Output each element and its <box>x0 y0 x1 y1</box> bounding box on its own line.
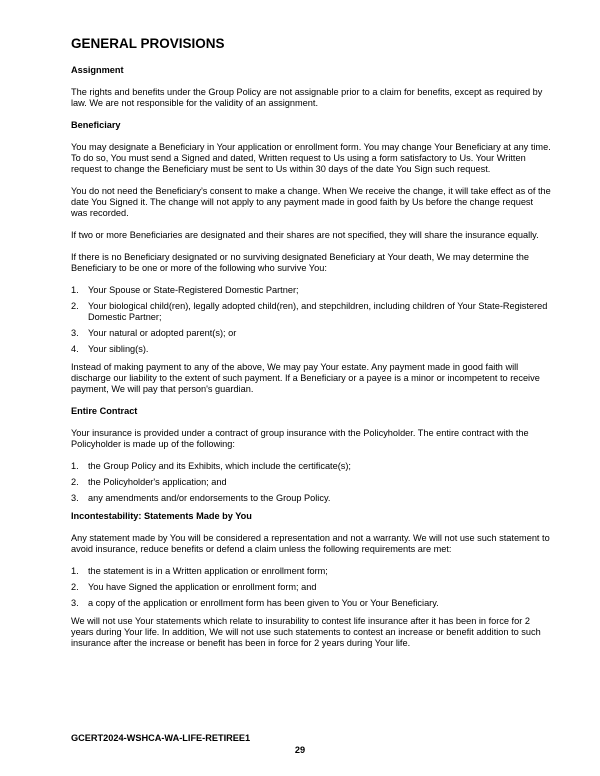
list-item <box>71 477 551 488</box>
beneficiary-heading: Beneficiary <box>71 120 121 130</box>
list-number: 1. <box>71 461 79 471</box>
list-item <box>71 566 551 577</box>
list-item <box>71 598 551 609</box>
incontestability-paragraph: Any statement made by You will be considered a representation and not a warranty. We will not use such statement to avoid insurance, reduce benefits or defend a claim unless the following requirements are met: <box>71 533 550 554</box>
page-number: 29 <box>294 745 306 755</box>
list-number: 2. <box>71 301 79 311</box>
beneficiary-list <box>71 285 551 355</box>
list-number: 3. <box>71 598 79 608</box>
list-number: 3. <box>71 328 79 338</box>
beneficiary-payment-paragraph: Instead of making payment to any of the above, We may pay Your estate. Any payment made in good faith will discharge our liability to the extent of such payment. If a Beneficiary or a payee is a minor or incompetent to receive payment, We will pay that person's guardian. <box>71 362 540 394</box>
list-number: 4. <box>71 344 79 354</box>
list-item <box>71 344 551 355</box>
list-number: 1. <box>71 566 79 576</box>
list-number: 3. <box>71 493 79 503</box>
list-number: 2. <box>71 582 79 592</box>
page-title: GENERAL PROVISIONS <box>71 36 225 51</box>
form-code: GCERT2024-WSHCA-WA-LIFE-RETIREE1 <box>71 733 251 743</box>
assignment-paragraph: The rights and benefits under the Group Policy are not assignable prior to a claim for benefits, except as required by law. We are not responsible for the validity of an assignment. <box>71 87 543 108</box>
beneficiary-paragraph: If there is no Beneficiary designated or no surviving designated Beneficiary at Your death, We may determine the Beneficiary to be one or more of the following who survive You: <box>71 252 529 273</box>
list-number: 2. <box>71 477 79 487</box>
list-item <box>71 493 551 504</box>
entire-contract-heading: Entire Contract <box>71 406 138 416</box>
entire-contract-list <box>71 461 551 504</box>
list-text: the Group Policy and its Exhibits, which include the certificate(s); <box>88 461 351 471</box>
incontestability-list <box>71 566 551 609</box>
document-page <box>71 36 551 660</box>
beneficiary-paragraph: You do not need the Beneficiary’s consent to make a change. When We receive the change, it will take effect as of the date You Signed it. The change will not apply to any payment made in good faith by Us before the change request was recorded. <box>71 186 551 218</box>
list-text: any amendments and/or endorsements to the Group Policy. <box>88 493 331 503</box>
list-item <box>71 461 551 472</box>
list-item <box>71 328 551 339</box>
list-item <box>71 582 551 593</box>
list-number: 1. <box>71 285 79 295</box>
list-text: a copy of the application or enrollment form has been given to You or Your Beneficiary. <box>88 598 439 608</box>
list-item <box>71 285 551 296</box>
incontestability-closing-paragraph: We will not use Your statements which relate to insurability to contest life insurance after it has been in force for 2 years during Your life. In addition, We will not use such statements to contest an increase or benefit addition to such insurance after the increase or benefit has been in force for 2 years during Your life. <box>71 616 541 648</box>
list-text: You have Signed the application or enrollment form; and <box>88 582 317 592</box>
list-text: Your biological child(ren), legally adopted child(ren), and stepchildren, including children of Your State-Registered Domestic Partner; <box>88 301 548 322</box>
list-text: Your sibling(s). <box>88 344 149 354</box>
assignment-heading: Assignment <box>71 65 124 75</box>
beneficiary-paragraph: You may designate a Beneficiary in Your application or enrollment form. You may change Your Beneficiary at any time. To do so, You must send a Signed and dated, Written request to Us using a form satisfactory to Us. Your Written request to change the Beneficiary must be sent to Us within 30 days of the date You Sign such request. <box>71 142 551 174</box>
list-item <box>71 301 551 323</box>
list-text: the statement is in a Written application or enrollment form; <box>88 566 328 576</box>
list-text: Your Spouse or State-Registered Domestic Partner; <box>88 285 299 295</box>
beneficiary-paragraph: If two or more Beneficiaries are designated and their shares are not specified, they will share the insurance equally. <box>71 230 539 240</box>
list-text: Your natural or adopted parent(s); or <box>88 328 237 338</box>
entire-contract-paragraph: Your insurance is provided under a contract of group insurance with the Policyholder. The entire contract with the Policyholder is made up of the following: <box>71 428 529 449</box>
incontestability-heading: Incontestability: Statements Made by You <box>71 511 252 521</box>
list-text: the Policyholder's application; and <box>88 477 227 487</box>
